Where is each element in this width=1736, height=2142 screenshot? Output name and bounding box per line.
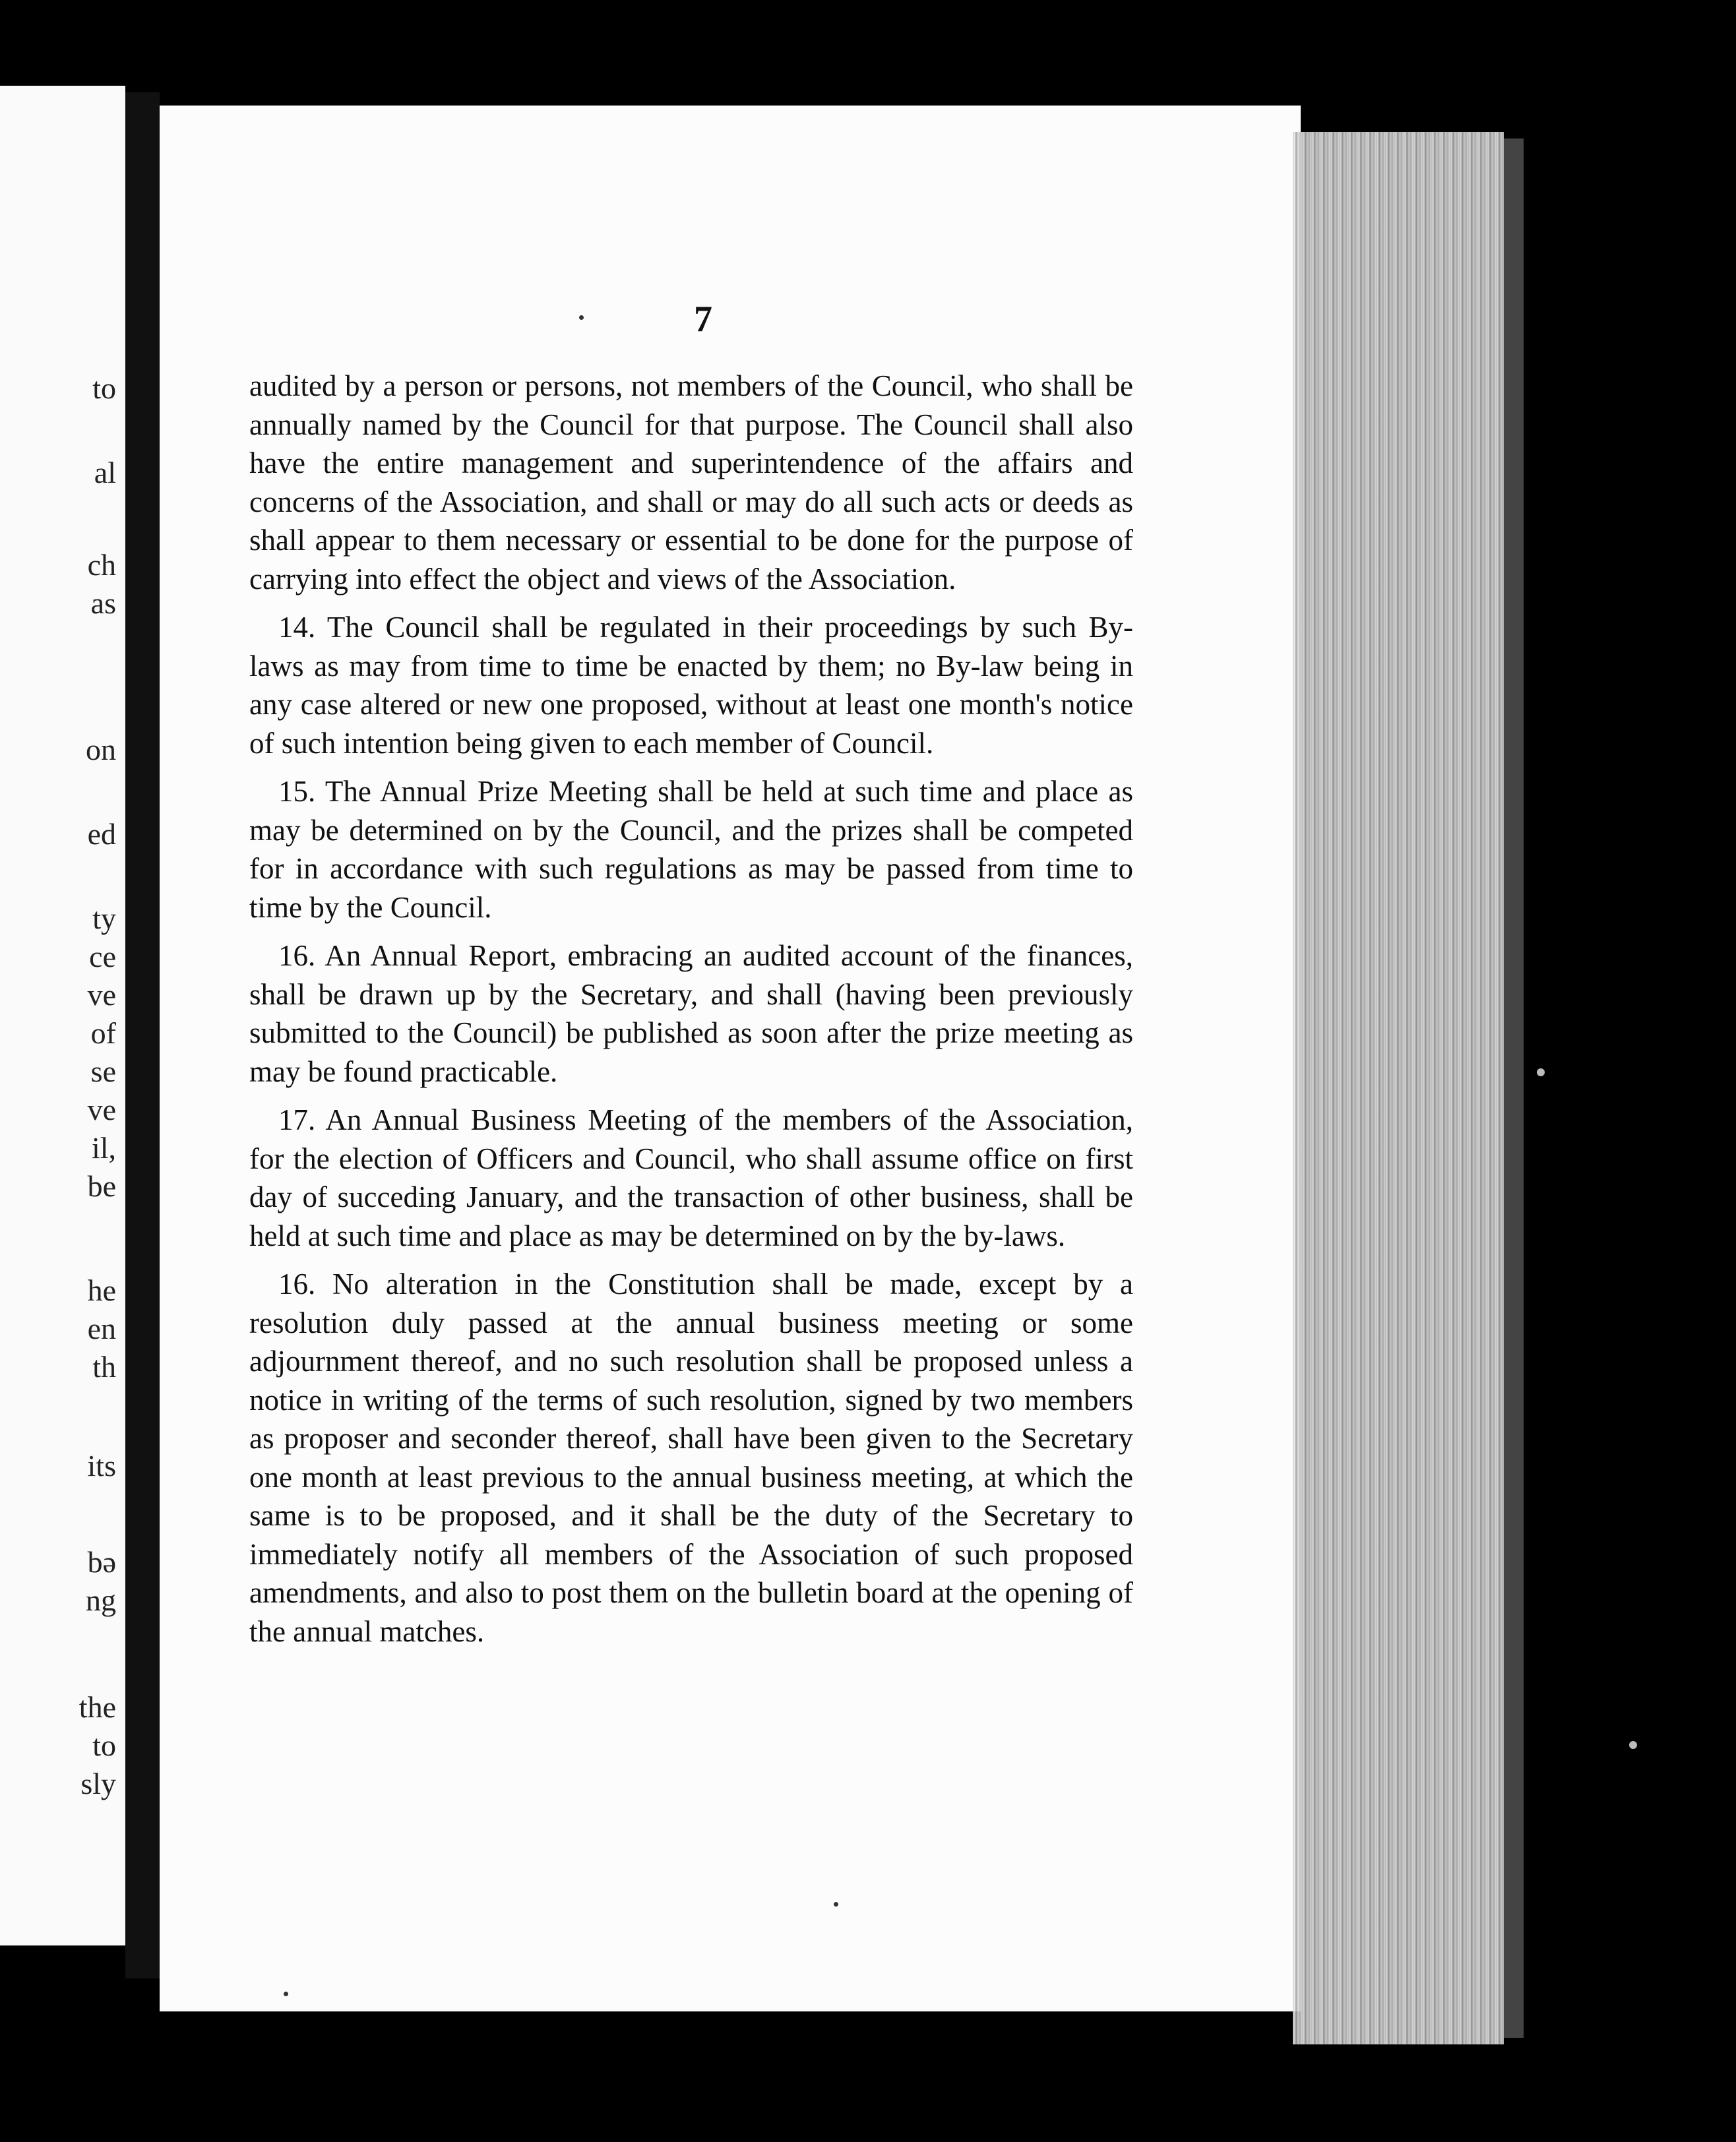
facing-page-fragment: to	[92, 371, 116, 405]
facing-page-fragment: of	[90, 1016, 116, 1050]
facing-page-fragment: the	[78, 1690, 116, 1724]
facing-page-fragment: on	[86, 733, 116, 766]
facing-page-fragment: th	[92, 1350, 116, 1384]
book-gutter	[125, 92, 160, 1978]
facing-page-fragment: al	[94, 456, 116, 489]
facing-page-fragment: ce	[89, 940, 116, 973]
facing-page-fragment: en	[87, 1312, 116, 1345]
body-text	[249, 367, 1133, 1661]
facing-page-fragment: be	[87, 1169, 116, 1203]
section-16: 16. An Annual Report, embracing an audited account of the finances, shall be drawn up by the Secretary, and shall (having been previously submitted to the Council) be published as soon after the prize meeting as may be found practicable.	[249, 939, 1133, 1088]
ink-speck	[284, 1992, 288, 1996]
page-edges	[1293, 132, 1504, 2044]
facing-page-fragment: sly	[80, 1767, 116, 1800]
facing-page-fragment: to	[92, 1729, 116, 1762]
facing-page-fragment: ch	[87, 548, 116, 582]
facing-page-fragment: ve	[87, 1093, 116, 1126]
facing-page-fragment: he	[87, 1273, 116, 1307]
facing-page	[0, 86, 125, 1945]
facing-page-fragment: its	[87, 1449, 116, 1483]
facing-page-fragment: il,	[91, 1131, 116, 1165]
paragraph-continuation: audited by a person or persons, not members of the Council, who shall be annually named by the Council for that purpose. The Council shall also have the entire management and superintendence of the affairs and concerns of the Association, and shall or may do all such acts or deeds as shall appear to them necessary or essential to be done for the purpose of carrying into effect the object and views of the Association.	[249, 369, 1133, 596]
section-15: 15. The Annual Prize Meeting shall be held at such time and place as may be determined on by the Council, and the prizes shall be competed for in accordance with such regulations as may be passed from time to time by the Council.	[249, 775, 1133, 924]
facing-page-fragment: bə	[87, 1545, 116, 1579]
ink-speck	[579, 315, 584, 320]
section-17: 17. An Annual Business Meeting of the members of the Association, for the election of Officers and Council, who shall assume office on first day of succeding January, and the transaction of other business, shall be held at such time and place as may be determined on by the by-laws.	[249, 1103, 1133, 1252]
facing-page-fragment: ng	[86, 1583, 116, 1617]
facing-page-fragment: ve	[87, 978, 116, 1012]
facing-page-fragment: ed	[87, 817, 116, 851]
facing-page-fragment: se	[90, 1055, 116, 1088]
section-18: 16. No alteration in the Constitution shall be made, except by a resolution duly passed at the annual business meeting or some adjournment thereof, and no such resolution shall be proposed unless a notice in writing of the terms of such resolution, signed by two members as proposer and seconder thereof, shall have been given to the Secretary one month at least previous to the annual business meeting, at which the same is to be proposed, and it shall be the duty of the Secretary to immediately notify all members of the Association of such proposed amendments, and also to post them on the bulletin board at the opening of the annual matches.	[249, 1268, 1133, 1648]
book-cover-edge	[1504, 138, 1524, 2038]
facing-page-fragment: as	[90, 586, 116, 620]
dust-speck	[1629, 1741, 1637, 1749]
section-14: 14. The Council shall be regulated in their proceedings by such By-laws as may from time to time be enacted by them; no By-law being in any case altered or new one proposed, without at least one month's notice of such intention being given to each member of Council.	[249, 611, 1133, 760]
ink-speck	[834, 1902, 838, 1907]
page-number: 7	[694, 299, 712, 340]
facing-page-fragment: ty	[92, 902, 116, 935]
dust-speck	[1537, 1068, 1545, 1076]
